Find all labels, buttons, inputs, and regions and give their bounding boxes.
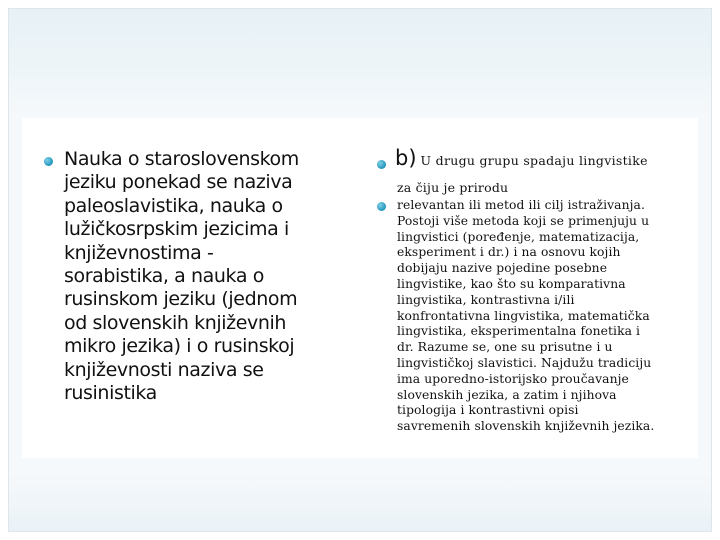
right-line: dr. Razume se, one su prisutne i u	[397, 340, 613, 355]
bullet-dot-icon	[377, 160, 386, 169]
left-line: mikro jezika) i o rusinskoj	[64, 335, 295, 358]
right-line: relevantan ili metod ili cilj istraživanja.	[397, 198, 645, 212]
right-line: lingvistika, eksperimentalna fonetika i	[397, 324, 641, 339]
slide-bottom-band	[9, 472, 711, 531]
left-line: lužičkosrpskim jezicima i	[64, 218, 289, 241]
right-line: slovenskih jezika, a zatim i njihova	[397, 387, 617, 402]
right-line: savremenih slovenskih književnih jezika.	[397, 419, 655, 434]
right-line: konfrontativna lingvistika, matematička	[397, 308, 650, 323]
right-line: lingvistike, kao što su komparativna	[397, 276, 626, 291]
right-line: ima uporedno-istorijsko proučavanje	[397, 371, 629, 386]
right-line: lingvistici (poređenje, matematizacija,	[397, 229, 640, 244]
bullet-label: b)	[395, 146, 417, 170]
slide-top-band	[9, 9, 711, 117]
right-line: tipologija i kontrastivni opisi	[397, 403, 579, 418]
left-line: jeziku ponekad se naziva	[64, 171, 293, 194]
left-line: književnostima -	[64, 241, 214, 264]
right-line: eksperiment i dr.) i na osnovu kojih	[397, 245, 621, 260]
bullet-dot-icon	[44, 157, 53, 166]
left-line: rusinskom jeziku (jednom	[64, 288, 298, 311]
left-bullet-text	[64, 148, 354, 405]
right-line: Postoji više metoda koji se primenjuju u	[397, 213, 650, 228]
right-line: lingvistika, kontrastivna i/ili	[397, 292, 575, 307]
left-line: rusinistika	[64, 382, 157, 405]
left-line: od slovenskih književnih	[64, 311, 287, 334]
right-heading-text: U drugu grupu spadaju lingvistike	[420, 153, 648, 168]
right-line: dobijaju nazive pojedine posebne	[397, 261, 608, 276]
right-bullet-heading	[395, 146, 705, 170]
left-line: književnosti naziva se	[64, 358, 264, 381]
right-heading-continuation: za čiju je prirodu	[397, 180, 509, 195]
left-line: Nauka o staroslovenskom	[64, 148, 299, 170]
left-line: sorabistika, a nauka o	[64, 265, 264, 288]
right-line: lingvističkoj slavistici. Najdužu tradiciju	[397, 355, 652, 370]
bullet-dot-icon	[377, 202, 386, 211]
left-line: paleoslavistika, nauka o	[64, 194, 283, 217]
right-bullet-text	[397, 198, 697, 435]
